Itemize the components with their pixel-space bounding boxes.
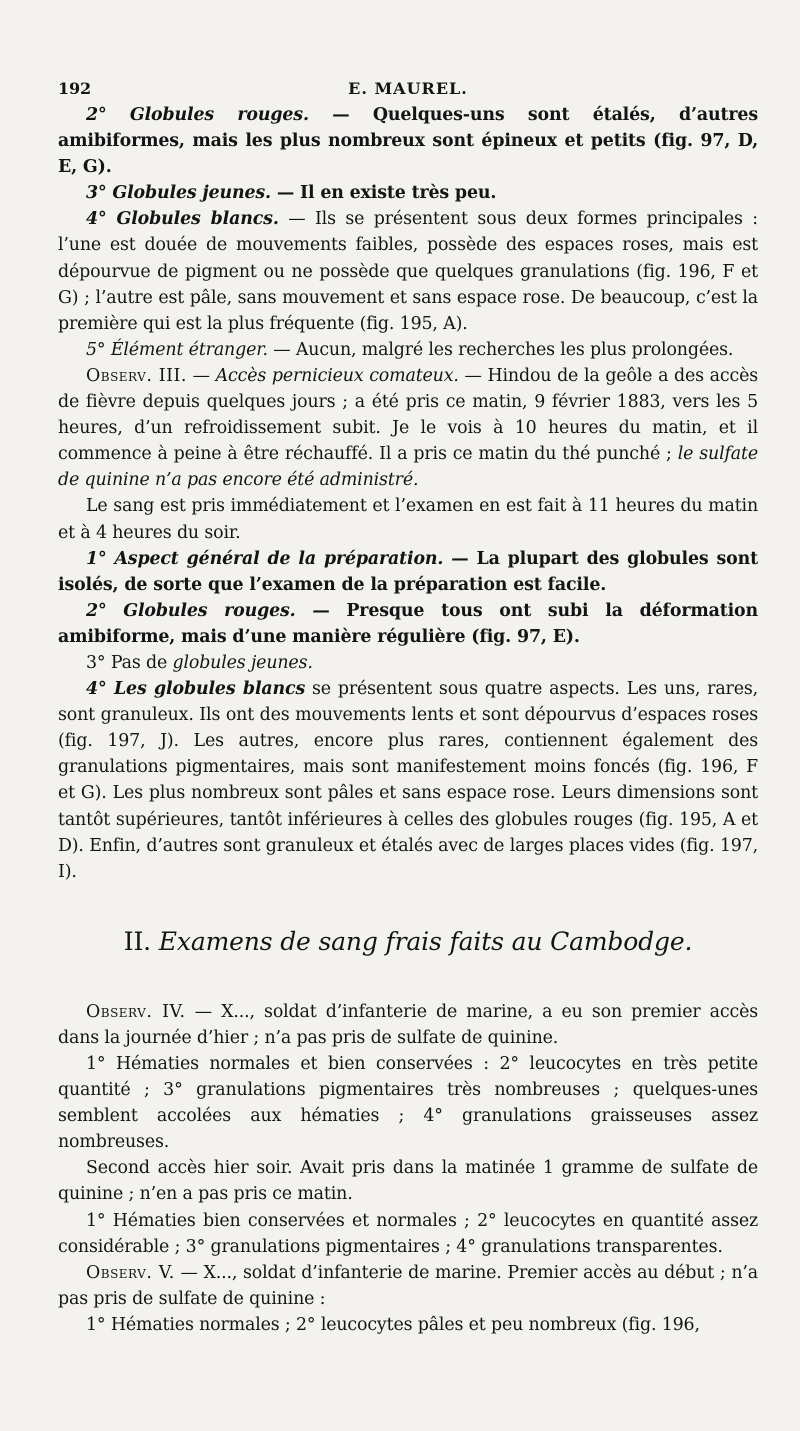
obs3-jeunes-prefix: 3° Pas de	[86, 652, 173, 673]
obs3-aspect-label: 1° Aspect général de la préparation.	[86, 548, 444, 569]
obs3-intro: — Hindou de la geôle a des accès de fièvre depuis quelques jours ; a été pris ce matin, 9 février 1883, vers les 5 heures, d’un refroidissement subit. Je le vois à 10 heures du matin, et il commence à peine à être réchauffé. Il a pris ce matin du thé punché ;	[58, 365, 758, 465]
paragraph-obs5-intro	[58, 1260, 758, 1312]
paragraph-element-etranger	[58, 337, 758, 363]
paragraph-obs3-sang: Le sang est pris immédiatement et l’examen en est fait à 11 heures du matin et à 4 heures du soir.	[58, 496, 758, 543]
globules-jeunes-label: 3° Globules jeunes.	[86, 183, 271, 204]
paragraph-globules-blancs	[58, 206, 758, 336]
obs3-rouges-text: — Presque tous ont subi la déformation amibiforme, mais d’une manière régulière (fig. 97, E).	[58, 600, 758, 647]
obs3-rouges-label: 2° Globules rouges.	[86, 600, 296, 621]
obs4-intro: — X..., soldat d’infanterie de marine, a eu son premier accès dans la journée d’hier ; n’a pas pris de sulfate de quinine.	[58, 1001, 758, 1048]
section-heading	[58, 927, 758, 957]
section-title: Examens de sang frais faits au Cambodge.	[158, 926, 693, 956]
obs3-blancs-text: se présentent sous quatre aspects. Les uns, rares, sont granuleux. Ils ont des mouvements lents et sont dépourvus d’espaces roses (fig. 197, J). Les autres, encore plus rares, contiennent également des granulations pigmentaires, mais sont manifestement moins foncés (fig. 196, F et G). Les plus nombreux sont pâles et sans espace rose. Leurs dimensions sont tantôt supérieures, tantôt inférieures à celles des globules rouges (fig. 195, A et D). Enfin, d’autres sont granuleux et étalés avec de larges places vides (fig. 197, I).	[58, 679, 758, 882]
globules-blancs-label: 4° Globules blancs.	[86, 209, 279, 230]
paragraph-globules-jeunes	[58, 180, 758, 206]
paragraph-obs4-intro	[58, 999, 758, 1051]
element-text: — Aucun, malgré les recherches les plus prolongées.	[267, 339, 734, 360]
element-label: 5° Élément étranger.	[86, 339, 268, 360]
paragraph-obs4-p1: 1° Hématies normales et bien conservées : 2° leucocytes en très petite quantité ; 3° granulations pigmentaires très nombreuses ; quelques-unes semblent accolées aux hématies ; 4° granulations graisseuses assez nombreuses.	[58, 1054, 758, 1153]
obs3-blancs-label: 4° Les globules blancs	[86, 679, 306, 700]
obs5-intro: — X..., soldat d’infanterie de marine. Premier accès au début ; n’a pas pris de sulfate de quinine :	[58, 1262, 758, 1309]
running-head	[58, 72, 758, 102]
globules-rouges-text: — Quelques-uns sont étalés, d’autres amibiformes, mais les plus nombreux sont épineux et petits (fig. 97, D, E, G).	[58, 105, 758, 178]
paragraph-obs3-rouges	[58, 598, 758, 650]
obs5-label: Observ. V.	[86, 1262, 175, 1283]
globules-blancs-text: — Ils se présentent sous deux formes principales : l’une est douée de mouvements faibles, possède des espaces roses, mais est dépourvue de pigment ou ne possède que quelques granulations (fig. 196, F et G) ; l’autre est pâle, sans mouvement et sans espace rose. De beaucoup, c’est la première qui est la plus fréquente (fig. 195, A).	[58, 209, 758, 334]
paragraph-obs3-jeunes	[58, 650, 758, 676]
paragraph-globules-rouges	[58, 102, 758, 180]
obs4-label: Observ. IV.	[86, 1001, 186, 1022]
paragraph-obs3-blancs	[58, 676, 758, 885]
paragraph-obs4-p3: 1° Hématies bien conservées et normales ; 2° leucocytes en quantité assez considérable ; 3° granulations pigmentaires ; 4° granulations transparentes.	[58, 1210, 758, 1257]
globules-jeunes-text: — Il en existe très peu.	[270, 183, 497, 204]
paragraph-obs3-intro: Observ. III. — Accès pernicieux comateux. — Hindou de la geôle a des accès de fièvre depuis quelques jours ; a été pris ce matin, 9 février 1883, vers les 5 heures, d’un refroidissement subit. Je le vois à 10 heures du matin, et il commence à peine à être réchauffé. Il a pris ce matin du thé punché ; le sulfate de quinine n’a pas encore été administré.	[58, 365, 758, 491]
paragraph-obs3-aspect	[58, 546, 758, 598]
section-number: II.	[123, 926, 151, 956]
globules-rouges-label: 2° Globules rouges.	[86, 105, 309, 125]
obs3-label: Observ. III.	[86, 365, 187, 386]
paragraph-obs4-p2: Second accès hier soir. Avait pris dans la matinée 1 gramme de sulfate de quinine ; n’en a pas pris ce matin.	[58, 1158, 758, 1205]
page-number: 192	[58, 79, 91, 98]
paragraph-obs5-p1: 1° Hématies normales ; 2° leucocytes pâles et peu nombreux (fig. 196,	[86, 1314, 700, 1335]
obs3-aspect-text: — La plupart des globules sont isolés, de sorte que l’examen de la préparation est facile.	[58, 548, 758, 595]
obs3-intro-italic: le sulfate de quinine n’a pas encore été administré.	[58, 444, 758, 491]
obs3-jeunes-label: globules jeunes.	[172, 652, 313, 673]
page	[58, 72, 758, 1338]
obs3-title: Accès pernicieux comateux.	[215, 365, 459, 386]
running-title: E. MAUREL.	[348, 79, 468, 98]
